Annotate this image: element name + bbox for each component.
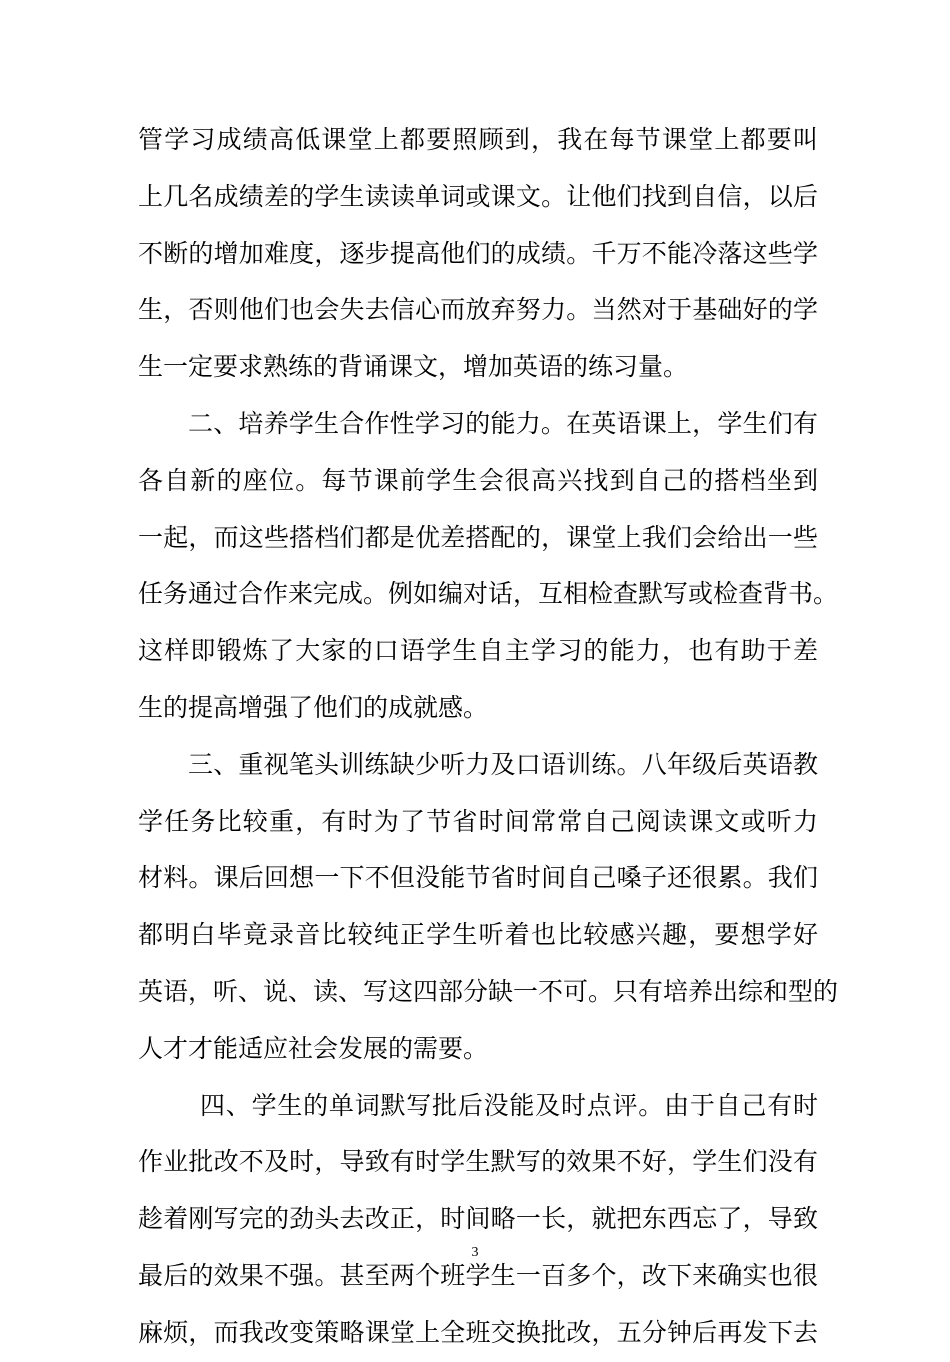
- text-line: 作业批改不及时，导致有时学生默写的效果不好，学生们没有: [138, 1147, 818, 1177]
- text-line: 麻烦，而我改变策略课堂上全班交换批改，五分钟后再发下去: [138, 1317, 818, 1347]
- text-line: 管学习成绩高低课堂上都要照顾到，我在每节课堂上都要叫: [138, 125, 818, 154]
- page-number: 3: [471, 1245, 479, 1260]
- text-line: 一起，而这些搭档们都是优差搭配的，课堂上我们会给出一些: [138, 522, 818, 552]
- paragraph-heading-line: 四、学生的单词默写批后没能及时点评。由于自己有时: [200, 1090, 818, 1120]
- text-line: 人才才能适应社会发展的需要。: [138, 1033, 489, 1063]
- text-line: 生一定要求熟练的背诵课文，增加英语的练习量。: [138, 352, 689, 382]
- text-line: 不断的增加难度，逐步提高他们的成绩。千万不能冷落这些学: [138, 238, 818, 268]
- text-line: 生的提高增强了他们的成就感。: [138, 692, 489, 722]
- text-line: 材料。课后回想一下不但没能节省时间自己嗓子还很累。我们: [138, 863, 818, 893]
- text-line: 上几名成绩差的学生读读单词或课文。让他们找到自信，以后: [138, 181, 818, 211]
- text-line: 各自新的座位。每节课前学生会很高兴找到自己的搭档坐到: [138, 465, 818, 495]
- text-line: 任务通过合作来完成。例如编对话，互相检查默写或检查背书。: [138, 579, 839, 609]
- paragraph-heading-line: 二、培养学生合作性学习的能力。在英语课上，学生们有: [188, 408, 818, 438]
- text-line: 最后的效果不强。甚至两个班学生一百多个，改下来确实也很: [138, 1260, 818, 1290]
- text-line: 生，否则他们也会失去信心而放弃努力。当然对于基础好的学: [138, 295, 818, 325]
- text-line: 这样即锻炼了大家的口语学生自主学习的能力，也有助于差: [138, 636, 818, 666]
- text-line: 学任务比较重，有时为了节省时间常常自己阅读课文或听力: [138, 806, 818, 836]
- text-line: 英语，听、说、读、写这四部分缺一不可。只有培养出综和型的: [138, 976, 839, 1006]
- paragraph-heading-line: 三、重视笔头训练缺少听力及口语训练。八年级后英语教: [188, 749, 818, 779]
- text-line: 都明白毕竟录音比较纯正学生听着也比较感兴趣，要想学好: [138, 920, 818, 950]
- body-text: [138, 112, 839, 1362]
- text-line: 趁着刚写完的劲头去改正，时间略一长，就把东西忘了，导致: [138, 1204, 818, 1234]
